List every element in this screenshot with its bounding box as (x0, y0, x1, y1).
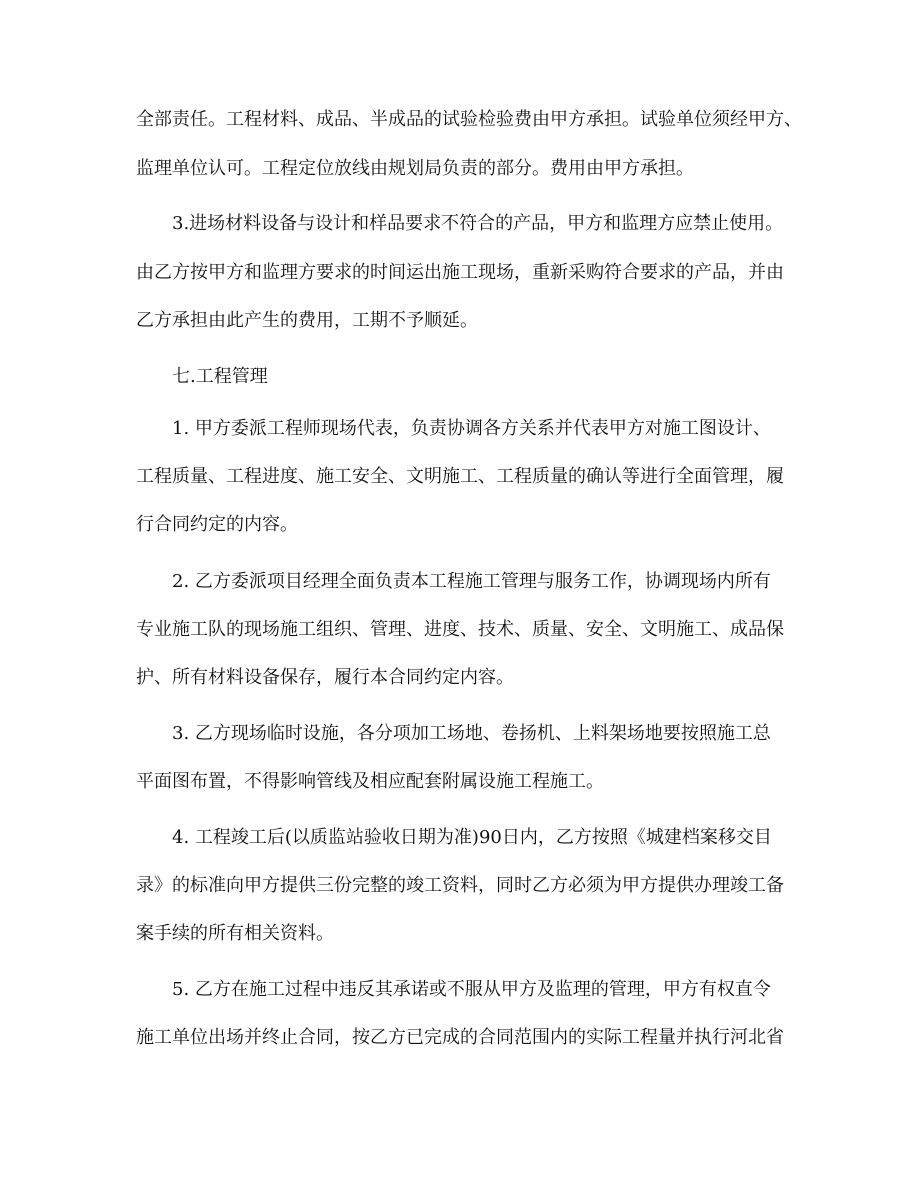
paragraph-line: 专业施工队的现场施工组织、管理、进度、技术、质量、安全、文明施工、成品保 (136, 619, 784, 640)
paragraph-line: 由乙方按甲方和监理方要求的时间运出施工现场，重新采购符合要求的产品，并由 (136, 262, 784, 283)
paragraph-line: 3.进场材料设备与设计和样品要求不符合的产品，甲方和监理方应禁止使用。 (172, 213, 784, 234)
paragraph-line: 案手续的所有相关资料。 (136, 923, 334, 944)
paragraph-line: 行合同约定的内容。 (136, 514, 298, 535)
paragraph-line: 1. 甲方委派工程师现场代表，负责协调各方关系并代表甲方对施工图设计、 (172, 418, 771, 439)
section-heading: 七.工程管理 (172, 366, 268, 387)
paragraph-line: 2. 乙方委派项目经理全面负责本工程施工管理与服务工作，协调现场内所有 (172, 571, 771, 592)
paragraph-line: 4. 工程竣工后(以质监站验收日期为准)90日内，乙方按照《城建档案移交目 (172, 827, 772, 848)
paragraph-line: 录》的标准向甲方提供三份完整的竣工资料，同时乙方必须为甲方提供办理竣工备 (136, 875, 784, 896)
paragraph-line: 3. 乙方现场临时设施，各分项加工场地、卷扬机、上料架场地要按照施工总 (172, 723, 771, 744)
paragraph-line: 监理单位认可。工程定位放线由规划局负责的部分。费用由甲方承担。 (136, 158, 694, 179)
paragraph-line: 全部责任。工程材料、成品、半成品的试验检验费由甲方承担。试验单位须经甲方、 (136, 109, 802, 130)
paragraph-line: 乙方承担由此产生的费用，工期不予顺延。 (136, 310, 478, 331)
paragraph-line: 施工单位出场并终止合同，按乙方已完成的合同范围内的实际工程量并执行河北省 (136, 1027, 784, 1048)
paragraph-line: 工程质量、工程进度、施工安全、文明施工、工程质量的确认等进行全面管理，履 (136, 466, 784, 487)
paragraph-line: 平面图布置，不得影响管线及相应配套附属设施工程施工。 (136, 771, 604, 792)
paragraph-line: 护、所有材料设备保存，履行本合同约定内容。 (136, 667, 514, 688)
paragraph-line: 5. 乙方在施工过程中违反其承诺或不服从甲方及监理的管理，甲方有权直令 (172, 979, 771, 1000)
